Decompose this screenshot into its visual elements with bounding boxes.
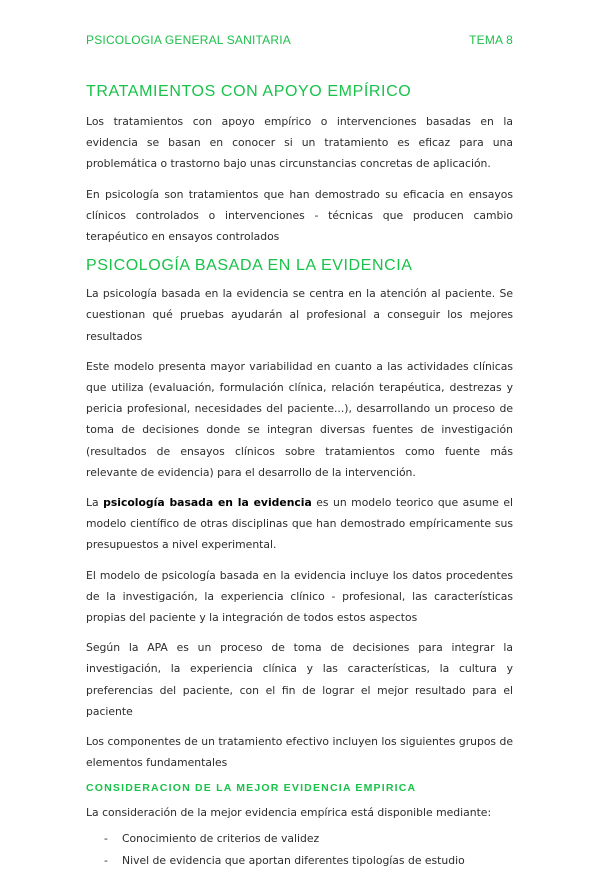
dash-bullet: - bbox=[104, 831, 108, 845]
paragraph: Los componentes de un tratamiento efectivo incluyen los siguientes grupos de elementos fundamentales bbox=[86, 735, 513, 770]
subject-label: PSICOLOGIA GENERAL SANITARIA bbox=[86, 33, 291, 47]
paragraph: La psicología basada en la evidencia se centra en la atención al paciente. Se cuestionan qué pruebas ayudarán al profesional a conseguir los mejores resultados bbox=[86, 287, 513, 343]
list-item-text: Conocimiento de criterios de validez bbox=[122, 831, 320, 845]
section-title-tratamientos: TRATAMIENTOS CON APOYO EMPÍRICO bbox=[86, 83, 412, 100]
list-item-text: Nivel de evidencia que aportan diferentes tipologías de estudio bbox=[122, 853, 465, 867]
page-header bbox=[86, 33, 513, 47]
paragraph: La consideración de la mejor evidencia empírica está disponible mediante: bbox=[86, 806, 492, 820]
list-item bbox=[104, 850, 513, 872]
dash-bullet: - bbox=[104, 853, 108, 867]
paragraph: Según la APA es un proceso de toma de decisiones para integrar la investigación, la experiencia clínica y las características, la cultura y preferencias del paciente, con el fin de lograr el mejor resultado para el paciente bbox=[86, 641, 513, 718]
bullet-list bbox=[86, 828, 513, 872]
text-run: La bbox=[86, 496, 104, 510]
paragraph: Este modelo presenta mayor variabilidad en cuanto a las actividades clínicas que utiliza (evaluación, formulación clínica, relación terapéutica, destrezas y pericia profesional, necesidades del paciente...), desarrollando un proceso de toma de decisiones donde se integran diversas fuentes de investigación (resultados de ensayos clínicos sobre tratamientos como fuente más relevante de evidencia) para el desarrollo de la intervención. bbox=[86, 359, 513, 479]
paragraph: Los tratamientos con apoyo empírico o intervenciones basadas en la evidencia se basan en conocer si un tratamiento es eficaz para una problemática o trastorno bajo unas circunstancias concretas de aplicación. bbox=[86, 115, 513, 171]
paragraph: En psicología son tratamientos que han demostrado su eficacia en ensayos clínicos controlados o intervenciones - técnicas que producen cambio terapéutico en ensayos controlados bbox=[86, 187, 513, 244]
subsection-title: CONSIDERACION DE LA MEJOR EVIDENCIA EMPIRICA bbox=[86, 782, 417, 795]
list-item bbox=[104, 828, 513, 850]
section-title-psicologia: PSICOLOGÍA BASADA EN LA EVIDENCIA bbox=[86, 257, 413, 275]
paragraph: El modelo de psicología basada en la evidencia incluye los datos procedentes de la investigación, la experiencia clínico - profesional, las características propias del paciente y la integración de todos estos aspectos bbox=[86, 568, 513, 625]
bold-term: psicología basada en la evidencia bbox=[103, 496, 312, 510]
paragraph bbox=[86, 492, 513, 556]
text-run: es un modelo teorico que asume el modelo científico de otras disciplinas que han demostrado empíricamente sus presupuestos a nivel experimental. bbox=[86, 496, 513, 552]
topic-label: TEMA 8 bbox=[469, 33, 513, 47]
